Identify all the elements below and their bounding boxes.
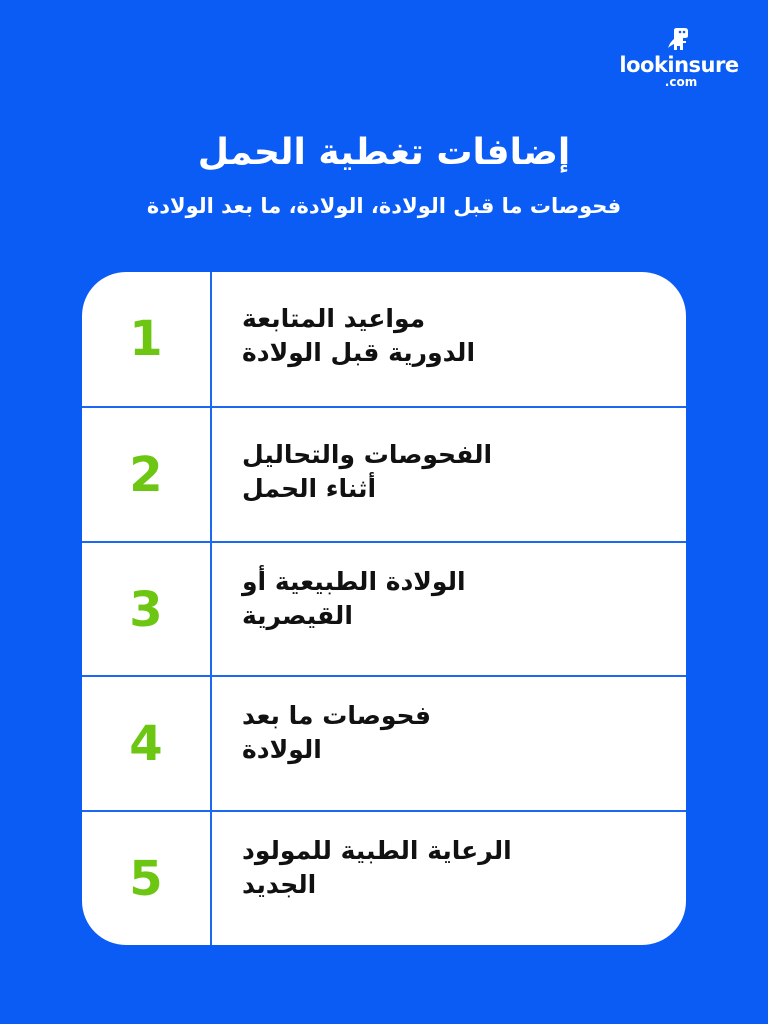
item-label-line: الولادة — [242, 735, 322, 764]
item-label-line: أثناء الحمل — [242, 474, 377, 503]
item-label-line: الفحوصات والتحاليل — [242, 440, 493, 469]
table-row — [82, 272, 686, 406]
item-label — [242, 302, 662, 370]
item-label-line: مواعيد المتابعة — [242, 304, 426, 333]
table-row — [82, 408, 686, 542]
item-number: 4 — [129, 716, 163, 772]
brand-name: lookinsure — [619, 53, 739, 77]
brand-domain: .com — [664, 75, 698, 89]
item-label — [242, 565, 662, 633]
table-row — [82, 543, 686, 677]
item-label — [242, 438, 662, 506]
page-title: إضافات تغطية الحمل — [197, 132, 571, 173]
item-number: 2 — [129, 447, 163, 503]
dinosaur-mascot-icon — [666, 28, 692, 52]
item-label — [242, 834, 662, 902]
item-number: 3 — [129, 582, 163, 638]
item-label-line: الرعاية الطبية للمولود — [242, 836, 512, 865]
table-row — [82, 677, 686, 811]
table-row — [82, 812, 686, 945]
item-number: 5 — [129, 851, 163, 907]
item-label-line: فحوصات ما بعد — [242, 701, 431, 730]
item-label-line: الولادة الطبيعية أو — [242, 567, 466, 596]
item-label-line: الجديد — [242, 870, 317, 899]
coverage-table — [82, 272, 686, 945]
brand-logo — [617, 28, 741, 88]
page-subtitle: فحوصات ما قبل الولادة، الولادة، ما بعد الولادة — [146, 194, 622, 218]
item-number: 1 — [129, 311, 163, 367]
item-label-line: القيصرية — [242, 601, 353, 630]
item-label-line: الدورية قبل الولادة — [242, 338, 476, 367]
item-label — [242, 699, 662, 767]
